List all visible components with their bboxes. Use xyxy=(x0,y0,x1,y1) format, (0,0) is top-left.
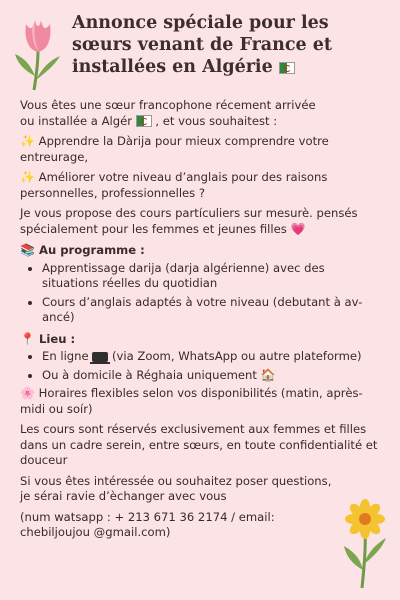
schedule-text: Horaires flexibles selon vos disponibilités (matin, après-midi ou soír) xyxy=(20,386,363,416)
list-item: • Cours d’anglais adaptés à votre niveau (debutant à av-ancé) xyxy=(42,295,382,326)
pink-heart-icon: 💗 xyxy=(290,221,306,236)
online-detail: (via Zoom, WhatsApp ou autre plateforme) xyxy=(112,349,362,363)
announcement-body xyxy=(20,98,382,546)
algeria-flag-icon xyxy=(136,115,152,127)
sparkles-icon: ✨ xyxy=(20,170,35,184)
tulip-icon xyxy=(12,10,64,92)
wish-text: Apprendre la Dàrija pour mieux comprendre votre entreurage, xyxy=(20,134,329,164)
program-heading xyxy=(20,243,382,259)
program-heading-text: Au programme : xyxy=(39,243,145,257)
reserved-paragraph: Les cours sont réservés exclusivement aux femmes et filles dans un cadre serein, entre sœurs, en toute confidentialité et douceur xyxy=(20,422,378,467)
sparkles-icon: ✨ xyxy=(20,134,35,148)
intro-line2: ou installée a Algér xyxy=(20,113,132,128)
title-text: Annonce spéciale pour les sœurs venant de France et installées en Algérie xyxy=(72,13,332,77)
program-list xyxy=(20,261,382,326)
algeria-flag-icon xyxy=(279,62,295,74)
home-option: Ou à domicile à Réghaia uniquement xyxy=(42,367,257,382)
online-label: En ligne xyxy=(42,349,89,363)
place-heading-text: Lieu : xyxy=(39,331,76,346)
list-item: • Apprentissage darija (darja algérienne) avec des situations réelles du quotidian xyxy=(42,261,382,292)
intro-paragraph xyxy=(20,98,382,129)
list-item xyxy=(42,349,382,365)
contact-info: (num watsapp : + 213 671 36 2174 / email: chebiljoujou @gmail.com) xyxy=(20,509,275,539)
offer-paragraph xyxy=(20,206,382,237)
offer-text: Je vous propose des cours partículiers sur mesurè. pensés spécialement pour les femmes et jeunes filles xyxy=(20,206,358,236)
flower-icon xyxy=(338,498,392,590)
wish-item xyxy=(20,134,382,165)
contact-question: Si vous êtes intéressée ou souhaitez poser questions, je sérai ravie d’èchanger avec vous xyxy=(20,473,332,503)
wish-item xyxy=(20,170,382,201)
intro-line1: Vous êtes une sœur francophone récement arrivée xyxy=(20,98,316,112)
books-icon: 📚 xyxy=(20,243,35,257)
page-title xyxy=(72,12,390,78)
list-item xyxy=(42,368,382,384)
place-heading xyxy=(20,332,382,348)
blossom-icon: 🌸 xyxy=(20,386,35,400)
wish-text: Améliorer votre niveau d’anglais pour des raisons personnelles, professionnelles ? xyxy=(20,170,328,200)
schedule-paragraph xyxy=(20,386,382,417)
house-icon: 🏠 xyxy=(260,367,276,382)
laptop-icon xyxy=(92,352,108,362)
place-list xyxy=(20,349,382,383)
pin-icon: 📍 xyxy=(20,331,35,346)
intro-line2-end: , et vous souhaitest : xyxy=(155,113,278,128)
